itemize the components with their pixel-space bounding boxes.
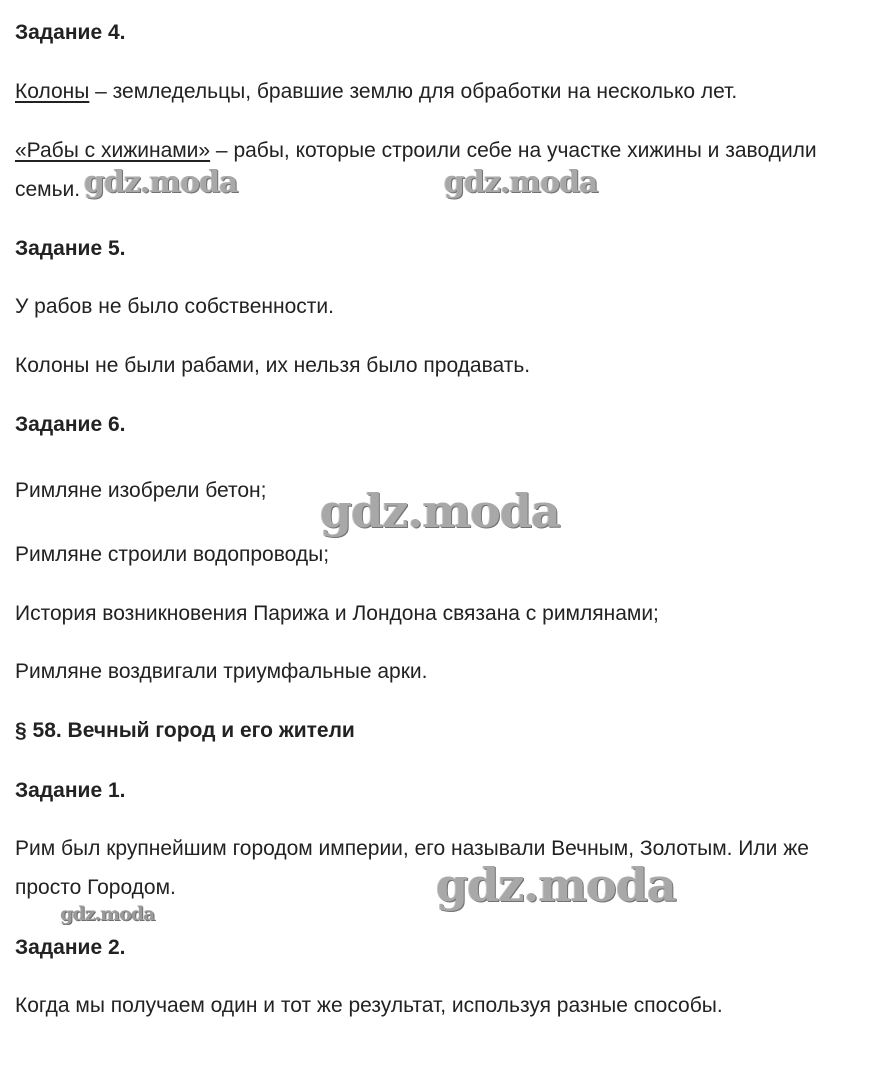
s58-task2-line-1: Когда мы получаем один и тот же результат, используя разные способы. — [15, 994, 723, 1017]
s58-task1-line-1: Рим был крупнейшим городом империи, его называли Вечным, Золотым. Или же — [15, 837, 809, 860]
s58-task2-heading: Задание 2. — [15, 936, 126, 959]
task5-heading: Задание 5. — [15, 237, 126, 260]
watermark-3: gdz.moda — [320, 484, 560, 538]
task6-line-1: Римляне изобрели бетон; — [15, 479, 267, 502]
task6-heading: Задание 6. — [15, 413, 126, 436]
term-slaves-with-huts: «Рабы с хижинами» — [15, 139, 211, 162]
task6-line-4: Римляне воздвигали триумфальные арки. — [15, 660, 428, 683]
task6-line-2: Римляне строили водопроводы; — [15, 543, 330, 566]
section-58-title: § 58. Вечный город и его жители — [15, 719, 355, 742]
watermark-4: gdz.moda — [436, 858, 676, 912]
definition-slaves-with-huts-continued: семьи. — [15, 178, 81, 201]
task4-heading: Задание 4. — [15, 21, 126, 44]
watermark-2: gdz.moda — [444, 165, 598, 200]
task6-line-3: История возникновения Парижа и Лондона связана с римлянами; — [15, 602, 659, 625]
term-coloni: Колоны — [15, 80, 90, 103]
s58-task1-line-2: просто Городом. — [15, 876, 176, 899]
watermark-5: gdz.moda — [60, 903, 155, 925]
definition-slaves-with-huts-text: – рабы, которые строили себе на участке хижины и заводили — [210, 139, 817, 162]
definition-slaves-with-huts — [15, 139, 817, 163]
definition-coloni-text: – земледельцы, бравшие землю для обработки на несколько лет. — [89, 80, 738, 103]
watermark-1: gdz.moda — [84, 165, 238, 200]
task5-line-2: Колоны не были рабами, их нельзя было продавать. — [15, 354, 531, 377]
task5-line-1: У рабов не было собственности. — [15, 295, 334, 318]
s58-task1-heading: Задание 1. — [15, 779, 126, 802]
definition-coloni — [15, 80, 737, 104]
